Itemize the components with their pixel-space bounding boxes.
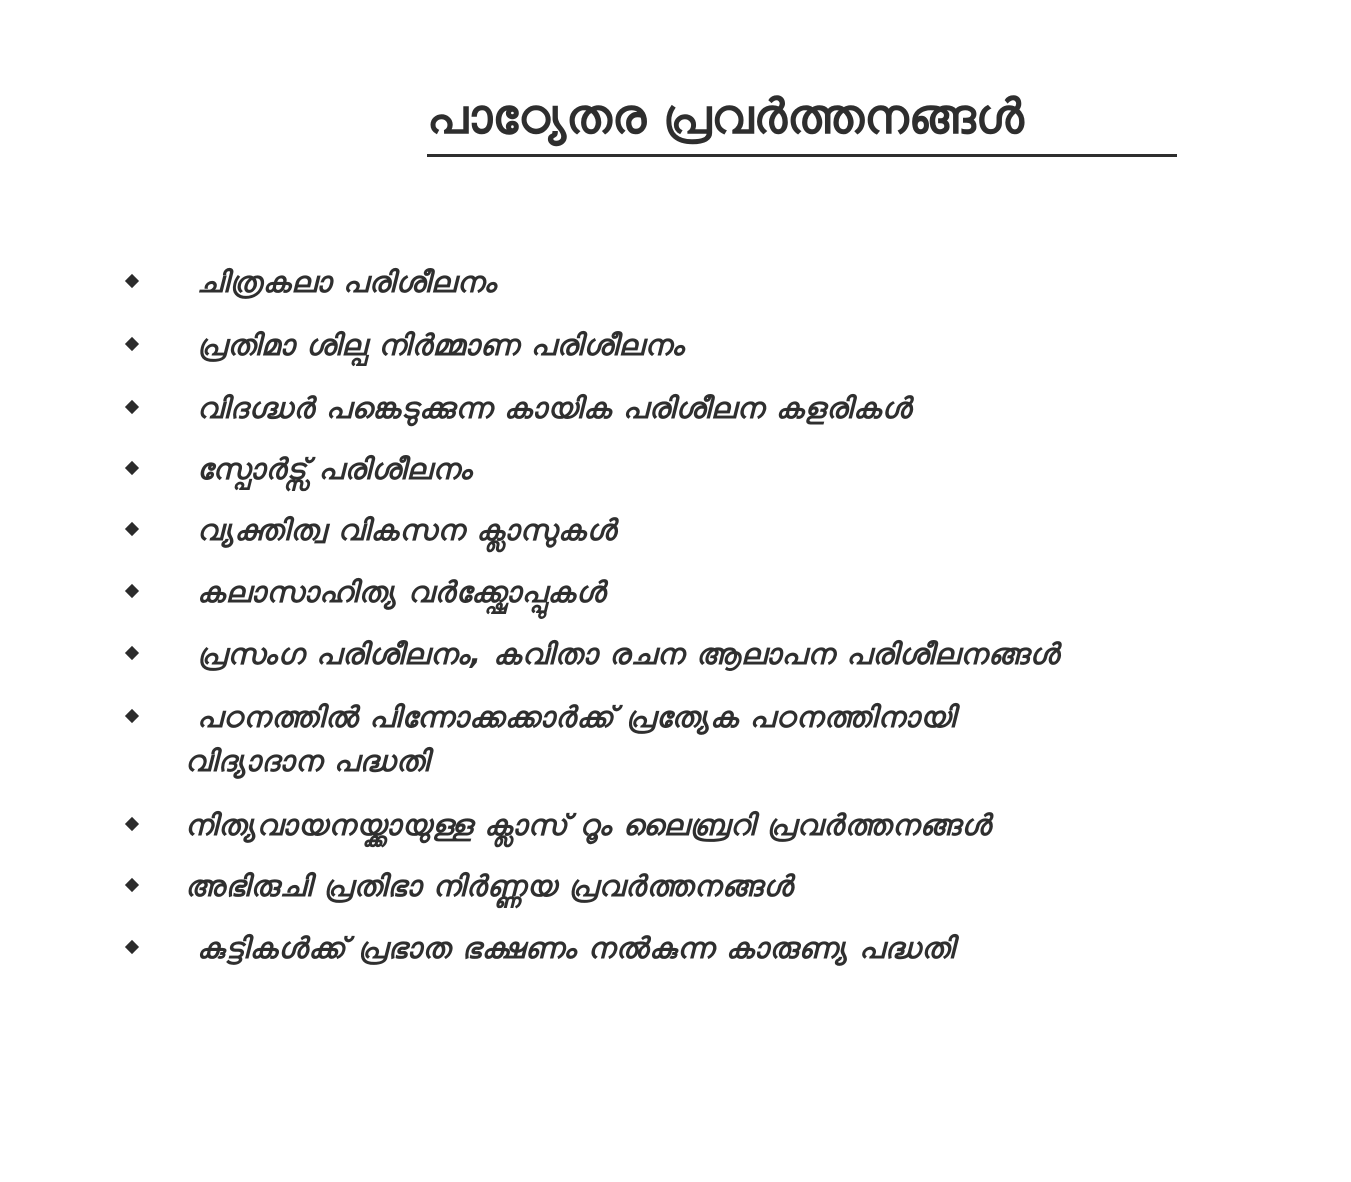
list-item: [0, 572, 1300, 612]
list-item: [0, 388, 1300, 428]
list-item: [0, 697, 1300, 787]
list-item-text: പ്രസംഗ പരിശീലനം, കവിതാ രചന ആലാപന പരിശീലനങ്ങൾ: [197, 637, 1060, 671]
list-item-text: കുട്ടികൾക്ക് പ്രഭാത ഭക്ഷണം നൽകുന്ന കാരുണ്യ പദ്ധതി: [197, 931, 955, 965]
list-item: [0, 634, 1300, 674]
diamond-bullet-icon: [125, 709, 139, 723]
list-item-text: അഭിരുചി പ്രതിഭാ നിർണ്ണയ പ്രവർത്തനങ്ങൾ: [185, 869, 794, 903]
diamond-bullet-icon: [125, 337, 139, 351]
diamond-bullet-icon: [125, 646, 139, 660]
diamond-bullet-icon: [125, 584, 139, 598]
diamond-bullet-icon: [125, 878, 139, 892]
list-item: [0, 262, 1300, 302]
diamond-bullet-icon: [125, 400, 139, 414]
list-item: [0, 866, 1300, 906]
list-item-text: പഠനത്തിൽ പിന്നോക്കക്കാർക്ക് പ്രത്യേക പഠനത്തിനായി: [197, 700, 956, 734]
page-title: പാഠ്യേതര പ്രവർത്തനങ്ങൾ: [427, 89, 1024, 145]
list-item-text: കലാസാഹിത്യ വർക്ക്ഷോപ്പുകൾ: [197, 575, 607, 609]
list-item-continuation: വിദ്യാദാന പദ്ധതി: [185, 744, 430, 778]
list-item-text: വിദഗ്ദ്ധർ പങ്കെടുക്കുന്ന കായിക പരിശീലന കളരികൾ: [197, 391, 912, 425]
list-item: [0, 449, 1300, 489]
list-item-text: ചിത്രകലാ പരിശീലനം: [197, 265, 497, 299]
diamond-bullet-icon: [125, 274, 139, 288]
title-underline: [427, 154, 1177, 157]
diamond-bullet-icon: [125, 461, 139, 475]
list-item-text: സ്പോർട്സ് പരിശീലനം: [197, 452, 473, 486]
list-item-text: വ്യക്തിത്വ വികസന ക്ലാസുകൾ: [197, 513, 617, 547]
diamond-bullet-icon: [125, 817, 139, 831]
diamond-bullet-icon: [125, 940, 139, 954]
list-item-text: നിത്യവായനയ്ക്കായുള്ള ക്ലാസ് റൂം ലൈബ്രറി പ്രവർത്തനങ്ങൾ: [185, 808, 992, 842]
list-item: [0, 928, 1300, 968]
list-item-text: പ്രതിമാ ശില്പ നിർമ്മാണ പരിശീലനം: [197, 328, 685, 362]
diamond-bullet-icon: [125, 522, 139, 536]
list-item: [0, 510, 1300, 550]
list-item: [0, 325, 1300, 365]
list-item: [0, 805, 1300, 845]
